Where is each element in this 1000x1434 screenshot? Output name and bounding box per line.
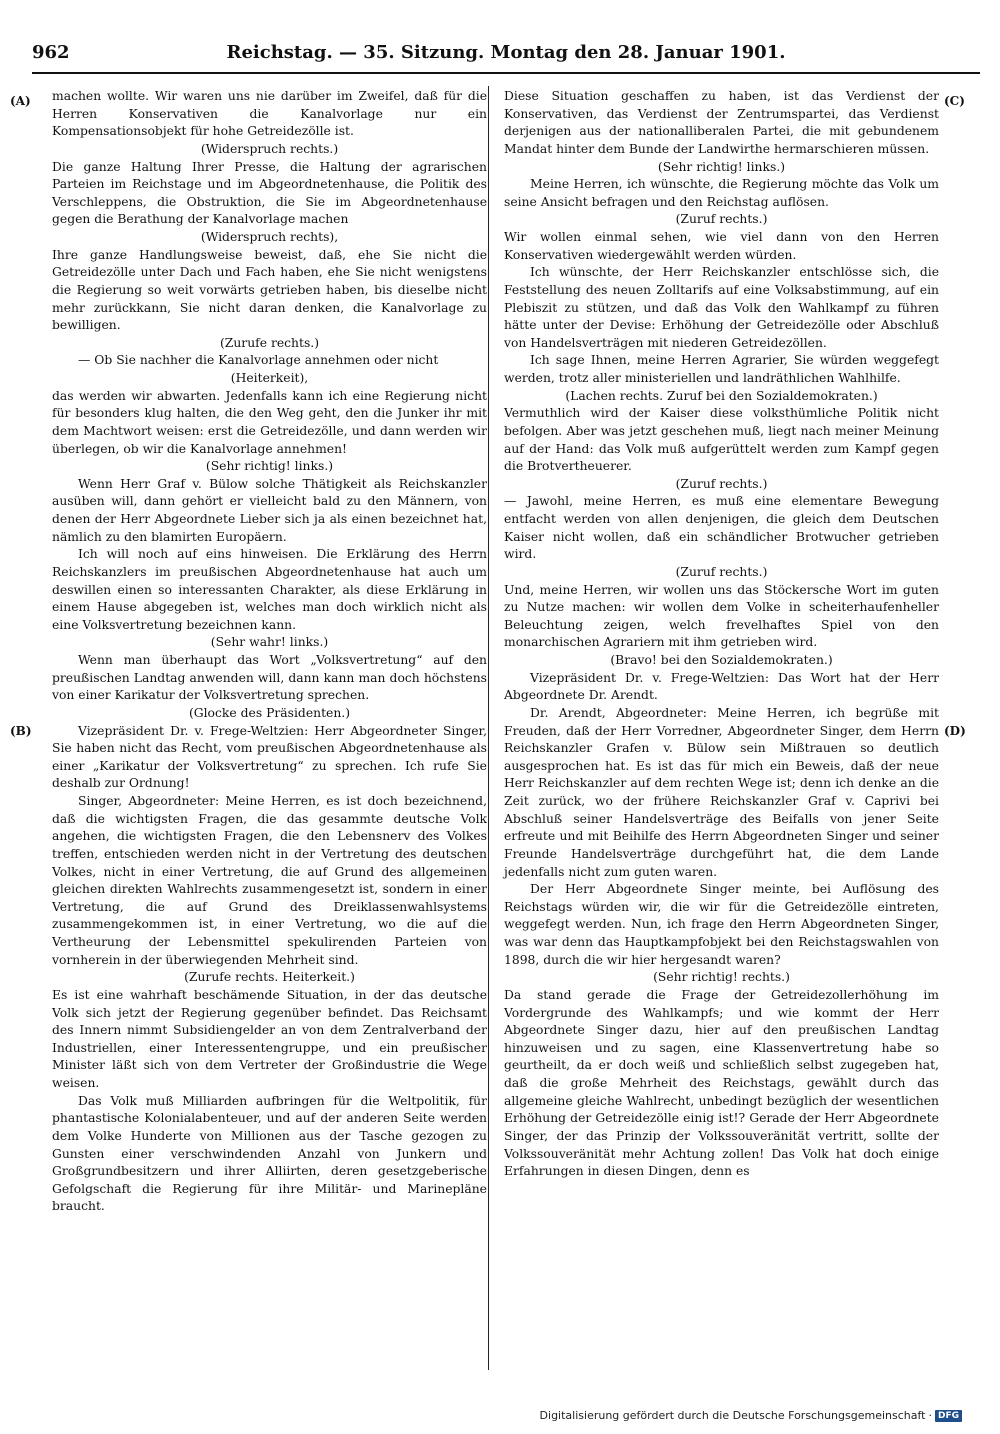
paragraph: Singer, Abgeordneter: Meine Herren, es ist doch bezeichnend, daß die wichtigsten Fragen, die das gesammte deutsche Volk angehen, die wichtigsten Fragen, die den Lebensnerv des Volkes treffen, entschieden werden nicht in der Vertretung des deutschen Volkes, nicht in einer Vertretung, die auf Grund des allgemeinen gleichen direkten Wahlrechts zusammengesetzt ist, sondern in einer Vertretung, die auf Grund des Dreiklassenwahlsystems zusammengekommen ist, in einer Vertretung, wo die auf die Vertheurung der Lebensmittel spekulirenden Parteien von vornherein in der überwiegenden Mehrheit sind. [52,794,487,967]
paragraph: Meine Herren, ich wünschte, die Regierung möchte das Volk um seine Ansicht befragen und den Reichstag auflösen. [504,177,939,209]
paragraph: Es ist eine wahrhaft beschämende Situation, in der das deutsche Volk sich jetzt der Regierung gegenüber befindet. Das Reichsamt des Innern nimmt Subsidiengelder an von dem Zentralverband der Industriellen, einer Interessentengruppe, und ein preußischer Minister läßt sich von dem Vertreter der Großindustrie die Wege weisen. [52,987,487,1090]
margin-marker-b: (B) [10,724,32,738]
margin-marker-c: (C) [944,94,965,108]
stage-direction: (Zurufe rechts.) [219,335,320,350]
left-column [52,88,487,1360]
paragraph: — Jawohl, meine Herren, es muß eine elementare Bewegung entfacht werden von allen denjenigen, die gleich dem Deutschen Kaiser nicht wollen, daß ein schändlicher Brotwucher getrieben wird. [504,494,939,562]
column-divider [488,86,489,1370]
paragraph: das werden wir abwarten. Jedenfalls kann ich eine Regierung nicht für besonders klug halten, die den Weg geht, den die Junker ihr mit dem Machtwort weisen: erst die Getreidezölle, und dann werden wir überlegen, ob wir die Kanalvorlage annehmen! [52,388,487,456]
header-rule [32,72,980,74]
running-title: Reichstag. — 35. Sitzung. Montag den 28. Januar 1901. [226,42,786,63]
stage-direction: (Widerspruch rechts.) [200,141,339,156]
stage-direction: (Heiterkeit), [230,371,309,385]
margin-marker-a: (A) [10,94,31,108]
paragraph: Die ganze Haltung Ihrer Presse, die Haltung der agrarischen Parteien im Reichstage und im Abgeordnetenhause, die Politik des Verschleppens, die Obstruktion, die Sie im Abgeordnetenhause gegen die Berathung der Kanalvorlage machen [52,159,487,227]
paragraph: Vermuthlich wird der Kaiser diese volksthümliche Politik nicht befolgen. Aber was jetzt geschehen muß, liegt nach meiner Meinung auf der Hand: das Volk muß aufgerüttelt werden zum Kampf gegen die Brotvertheuerer. [504,406,939,474]
stage-direction: (Widerspruch rechts), [200,230,339,244]
paragraph: Ich wünschte, der Herr Reichskanzler entschlösse sich, die Feststellung des neuen Zolltarifs auf eine Volksabstimmung, auf ein Plebiszit zu stützen, und daß das Volk den Wahlkampf zu führen hätte unter der Devise: Erhöhung der Getreidezölle oder Abschluß von Handelsverträgen mit niederen Getreidezöllen. [504,265,939,350]
paragraph: Vizepräsident Dr. v. Frege-Weltzien: Das Wort hat der Herr Abgeordnete Dr. Arendt. [504,670,939,703]
stage-direction: (Lachen rechts. Zuruf bei den Sozialdemokraten.) [565,388,878,403]
paragraph: Ich will noch auf eins hinweisen. Die Erklärung des Herrn Reichskanzlers im preußischen Abgeordnetenhause hat auch um deswillen einen so interessanten Charakter, als diese Erklärung in einem Hause abgegeben ist, welches man doch wirklich nicht als eine Volksvertretung bezeichnen kann. [52,547,487,632]
footer-credit: Digitalisierung gefördert durch die Deutsche Forschungsgemeinschaft [539,1409,926,1422]
stage-direction: (Zuruf rechts.) [675,564,768,579]
paragraph: Der Herr Abgeordnete Singer meinte, bei Auflösung des Reichstags würden wir, die wir für die Getreidezölle eintreten, weggefegt werden. Nun, ich frage den Herrn Abgeordneten Singer, was war denn das Hauptkampfobjekt bei den Reichstagswahlen von 1898, durch die wir hier hergesandt waren? [504,882,939,967]
paragraph: machen wollte. Wir waren uns nie darüber im Zweifel, daß für die Herren Konservativen die Kanalvorlage nur ein Kompensationsobjekt für hohe Getreidezölle ist. [52,89,487,139]
dfg-logo: DFG [935,1410,962,1422]
margin-marker-d: (D) [944,724,966,738]
footer [540,1409,962,1422]
stage-direction: (Zurufe rechts. Heiterkeit.) [184,970,355,985]
stage-direction: (Sehr wahr! links.) [210,635,329,650]
paragraph: Dr. Arendt, Abgeordneter: Meine Herren, ich begrüße mit Freuden, daß der Herr Vorredner, Abgeordneter Singer, dem Herrn Reichskanzler Grafen v. Bülow sein Mißtrauen so deutlich ausgesprochen hat. Es ist das für mich ein Beweis, daß der neue Herr Reichskanzler auf dem rechten Wege ist; denn ich denke an die Zeit zurück, wo der frühere Reichskanzler Graf v. Caprivi bei Abschluß seiner Handelsverträge des Beifalls von jener Seite erfreute und mit Beihilfe des Herrn Abgeordneten Singer und seiner Freunde Handelsverträge durchgeführt hat, die dem Lande jedenfalls nicht zum guten waren. [504,705,939,879]
page-header [32,42,980,68]
paragraph: Und, meine Herren, wir wollen uns das Stöckersche Wort im guten zu Nutze machen: wir wollen dem Volke in scheiterhaufenheller Beleuchtung zeigen, welch frevelhaftes Spiel von den monarchischen Agrariern mit ihm getrieben wird. [504,582,939,650]
page-number: 962 [32,42,70,63]
paragraph: — Ob Sie nachher die Kanalvorlage annehmen oder nicht [78,353,439,368]
paragraph: Das Volk muß Milliarden aufbringen für die Weltpolitik, für phantastische Kolonialabenteuer, und auf der anderen Seite werden dem Volke Hunderte von Millionen aus der Tasche gezogen zu Gunsten einer verschwindenden Anzahl von Junkern und Großgrundbesitzern und ihrer Alliirten, deren gesetzgeberische Gefolgschaft die Regierung für ihre Militär- und Marinepläne braucht. [52,1093,487,1214]
paragraph: Ich sage Ihnen, meine Herren Agrarier, Sie würden weggefegt werden, trotz aller ministeriellen und landräthlichen Wahlhilfe. [504,353,939,385]
footer-separator: · [928,1409,932,1422]
paragraph: Diese Situation geschaffen zu haben, ist das Verdienst der Konservativen, das Verdienst der Zentrumspartei, das Verdienst derjenigen aus der nationalliberalen Partei, die mit gebundenem Mandat hinter dem Bunde der Landwirthe hermarschieren müssen. [504,89,939,156]
right-column [504,88,939,1360]
stage-direction: (Glocke des Präsidenten.) [188,705,351,720]
paragraph: Da stand gerade die Frage der Getreidezollerhöhung im Vordergrunde des Wahlkampfs; und wie kommt der Herr Abgeordnete Singer dazu, hier auf den preußischen Landtag hinzuweisen und zu sagen, eine Klassenvertretung habe so geurtheilt, da er doch weiß und schließlich selbst zugegeben hat, daß die große Mehrheit des Reichstags, gewählt durch das allgemeine gleiche Wahlrecht, unbedingt bezüglich der wesentlichen Erhöhung der Getreidezölle einig ist!? Gerade der Herr Abgeordnete Singer, der das Prinzip der Volkssouveränität vertritt, sollte der Volkssouveränität mehr Achtung zollen! Das Volk hat doch einige Erfahrungen in diesen Dingen, denn es [504,987,939,1179]
stage-direction: (Sehr richtig! links.) [205,459,334,474]
paragraph: Wir wollen einmal sehen, wie viel dann von den Herren Konservativen wiedergewählt werden würden. [504,230,939,262]
stage-direction: (Bravo! bei den Sozialdemokraten.) [610,653,833,667]
paragraph: Wenn man überhaupt das Wort „Volksvertretung“ auf den preußischen Landtag anwenden will, dann kann man doch höchstens von einer Karikatur der Volksvertretung sprechen. [52,653,487,703]
paragraph: Wenn Herr Graf v. Bülow solche Thätigkeit als Reichskanzler ausüben will, dann gehört er vielleicht bald zu den Männern, von denen der Herr Abgeordnete Lieber sich ja als einen bezeichnet hat, nämlich zu den blamirten Europäern. [52,476,487,544]
paragraph: Vizepräsident Dr. v. Frege-Weltzien: Herr Abgeordneter Singer, Sie haben nicht das Recht, vom preußischen Abgeordnetenhause als einer „Karikatur der Volksvertretung“ zu sprechen. Ich rufe Sie deshalb zur Ordnung! [52,723,487,791]
stage-direction: (Sehr richtig! links.) [657,159,786,174]
stage-direction: (Zuruf rechts.) [675,212,768,227]
stage-direction: (Zuruf rechts.) [675,476,768,491]
stage-direction: (Sehr richtig! rechts.) [653,970,790,985]
paragraph: Ihre ganze Handlungsweise beweist, daß, ehe Sie nicht die Getreidezölle unter Dach und Fach haben, ehe Sie nicht wenigstens die Regierung so weit vorwärts getrieben haben, bis dieselbe nicht mehr zurückkann, Sie nicht daran denken, die Kanalvorlage zu bewilligen. [52,247,487,333]
